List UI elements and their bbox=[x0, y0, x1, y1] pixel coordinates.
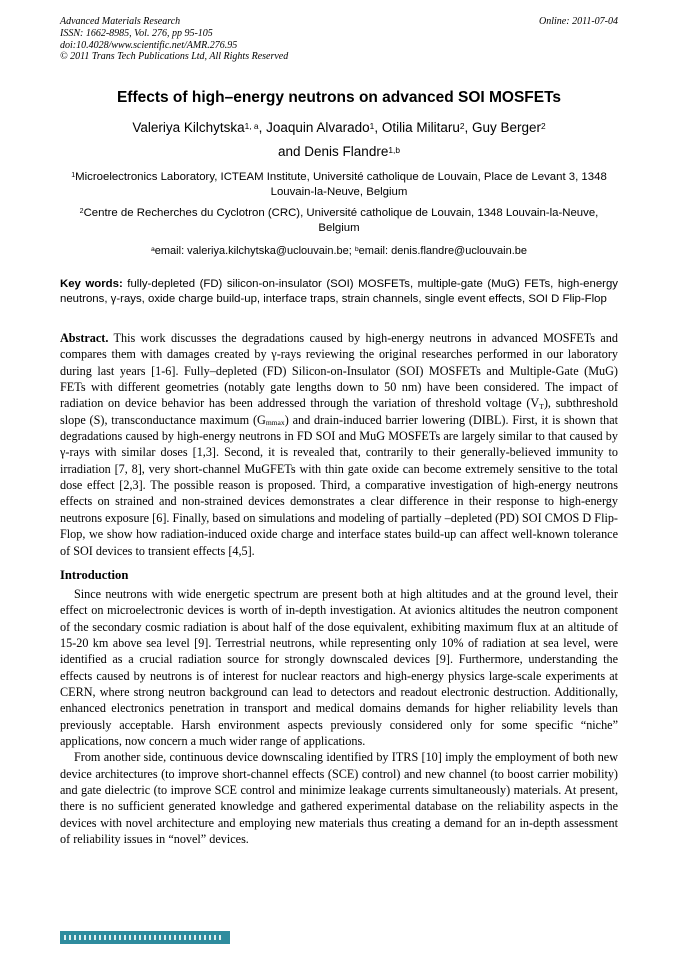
abstract-paragraph bbox=[60, 330, 618, 559]
journal-info bbox=[60, 16, 288, 63]
author-emails: $^a$email: valeriya.kilchytska@uclouvain.be; $^b$email: denis.flandre@uclouvain.be bbox=[150, 244, 527, 257]
page-header bbox=[60, 16, 618, 63]
journal-issn-volume: ISSN: 1662-8985, Vol. 276, pp 95-105 bbox=[60, 27, 213, 39]
intro-paragraph-1: Since neutrons with wide energetic spectrum are present both at high altitudes and at the ground level, their effect on microelectronic devices is worth of in-depth investigation. At avionics altitudes the neutron component of the secondary cosmic radiation is about half of the dose equivalent, exhibiting maximum flux at an altitude of 15-20 km above sea level [9]. Terrestrial neutrons, while representing only 10% of radiation at sea level, were identified as a crucial radiation source for strongly downscaled devices [9]. Furthermore, understanding the effects caused by neutrons is of interest for nuclear reactors and high-energy physics large-scale experiments at CERN, where strong neutron background can lead to detectors and readout electronic destruction. Additionally, enhanced electronics penetration in transport and medical domains demands for higher reliability levels than previously acceptable. Harsh environment aspects previously considered only for some specific “niche” applications, now concern a much wider range of applications. bbox=[60, 586, 618, 748]
abstract-text: This work discusses the degradations caused by high-energy neutrons in advanced MOSFETs and compares them with damages created by γ-rays reviewing the original researches performed in our laboratory during last years [1-6]. Fully–depleted (FD) Silicon-on-Insulator (SOI) MOSFETs and Multiple-Gate (MuG) FETs with different geometries (notably gate lengths down to 50 nm) have been considered. The impact of radiation on device behavior has been addressed through the variation of threshold voltage $(V_T)$, subthreshold slope (S), transconductance maximum $(G_{mmax})$ and drain-induced barrier lowering (DIBL). First, it is shown that degradations caused by high-energy neutrons in FD SOI and MuG MOSFETs are largely similar to that caused by γ-rays with similar doses [1,3]. Second, it is revealed that, contrarily to their generally-believed immunity to irradiation [7, 8], very short-channel MuGFETs with thin gate oxide can become extremely sensitive to the total dose effect [2,3]. The possible reason is proposed. Third, a comparative investigation of high-energy neutrons effects on strained and non-strained devices demonstrates a clear difference in their response to high-energy neutrons exposure [6]. Finally, based on simulations and modeling of partially –depleted (PD) SOI CMOS D Flip-Flop, we show how radiation-induced oxide charge and interface states build-up can affect well-known tolerance of SOI devices to transient effects [4,5]. bbox=[60, 331, 618, 558]
journal-copyright: © 2011 Trans Tech Publications Ltd, All Rights Reserved bbox=[60, 51, 289, 63]
keywords-text: fully-depleted (FD) silicon-on-insulator (SOI) MOSFETs, multiple-gate (MuG) FETs, high-energy neutrons, γ-rays, oxide charge build-up, interface traps, strain channels, single event effects, SOI D Flip-Flop bbox=[60, 277, 618, 306]
intro-paragraph-2: From another side, continuous device downscaling identified by ITRS [10] imply the employment of both new device architectures (to improve short-channel effects (SCE) control) and new channel (to boost carrier mobility) and gate dielectric (to improve SCE control and minimize leakage currents simultaneously) materials. At present, there is no sufficient generated knowledge and gathered experimental database on the reliability aspects in the devices with novel architecture and employing new materials thus creating a demand for an in-depth assessment of reliability issues in “novel” devices. bbox=[60, 750, 618, 846]
journal-title: Advanced Materials Research bbox=[60, 16, 181, 27]
affiliation-2: $^2$Centre de Recherches du Cyclotron (CRC), Université catholique de Louvain, 1348 Louvain-la-Neuve, Belgium bbox=[79, 206, 599, 235]
journal-doi: doi:10.4028/www.scientific.net/AMR.276.95 bbox=[60, 39, 238, 51]
paper-title: Effects of high–energy neutrons on advanced SOI MOSFETs bbox=[116, 89, 562, 107]
authors-line-2: and Denis Flandre$^{1,b}$ bbox=[278, 144, 400, 160]
authors-block bbox=[60, 116, 618, 165]
section-heading-introduction: Introduction bbox=[60, 567, 129, 582]
online-date: Online: 2011-07-04 bbox=[539, 16, 618, 27]
affiliation-1: $^1$Microelectronics Laboratory, ICTEAM Institute, Université catholique de Louvain, Place de Levant 3, 1348 Louvain-la-Neuve, Belgium bbox=[71, 170, 607, 199]
footer-link-bar[interactable] bbox=[60, 931, 230, 944]
keywords-label: Key words: bbox=[60, 277, 123, 290]
authors-line-1: Valeriya Kilchytska$^{1, a}$, Joaquin Alvarado$^1$, Otilia Militaru$^2$, Guy Berger$^2$ bbox=[132, 120, 546, 136]
keywords-paragraph bbox=[60, 277, 618, 308]
abstract-label: Abstract. bbox=[60, 331, 109, 346]
